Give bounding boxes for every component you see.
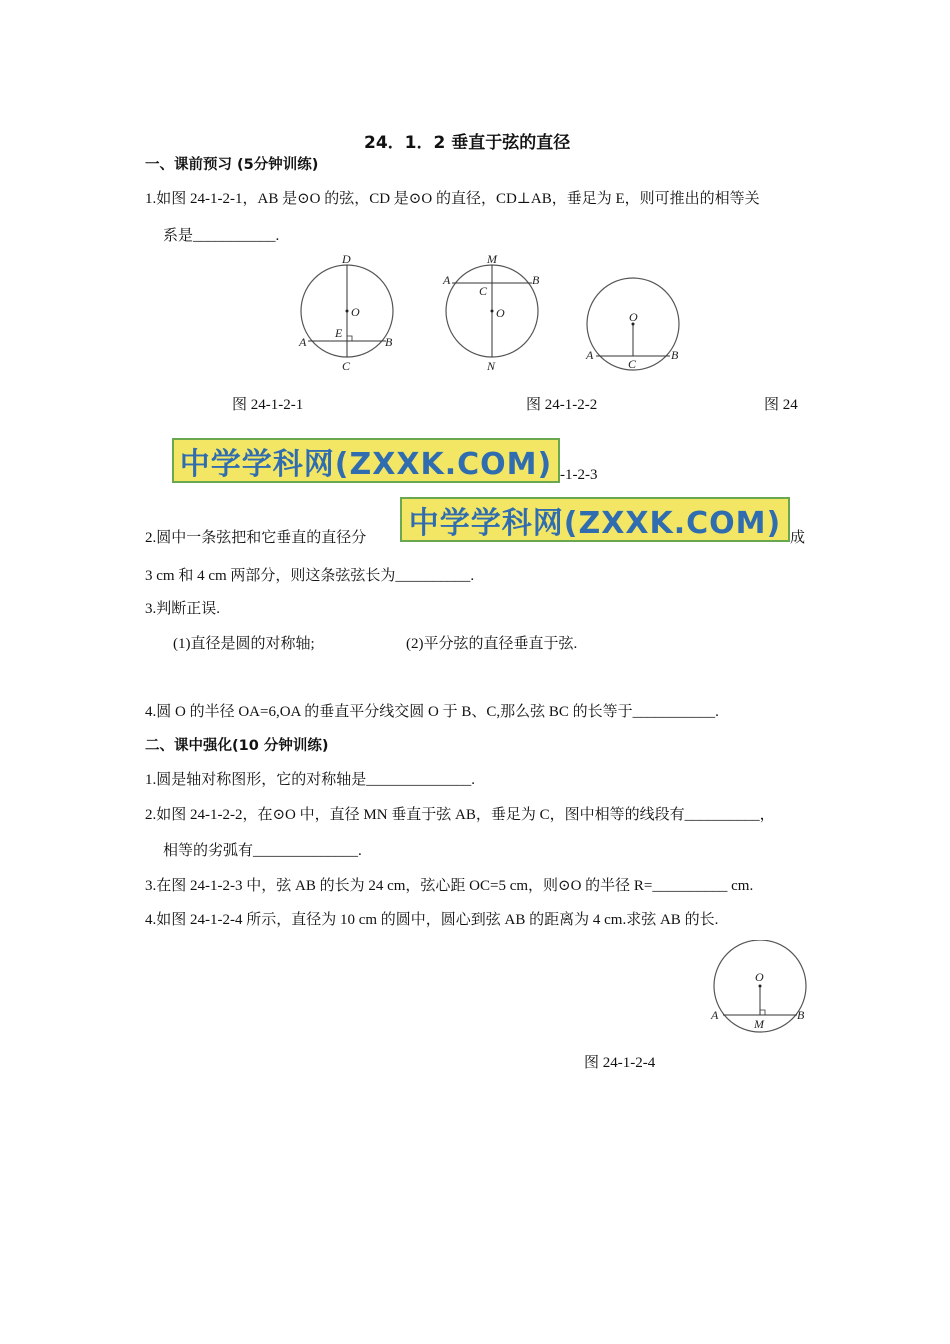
question-2-4: 4.如图 24-1-2-4 所示，直径为 10 cm 的圆中，圆心到弦 AB 的距离为 4 cm.求弦 AB 的长. <box>145 912 719 928</box>
label-O: O <box>351 305 360 319</box>
question-1-1-line1: 1.如图 24-1-2-1，AB 是⊙O 的弦，CD 是⊙O 的直径，CD⊥AB，垂足为 E，则可推出的相等关 <box>145 191 760 207</box>
figure-caption-3-part1: 图 24 <box>764 397 798 413</box>
label-C: C <box>628 357 637 371</box>
question-2-1: 1.圆是轴对称图形，它的对称轴是______________. <box>145 772 476 788</box>
label-N: N <box>487 359 496 373</box>
label-C: C <box>342 359 351 373</box>
section-heading-preview: 一、课前预习 (5分钟训练) <box>145 157 319 173</box>
question-2-2-line1: 2.如图 24-1-2-2，在⊙O 中，直径 MN 垂直于弦 AB，垂足为 C，图中相等的线段有__________， <box>145 807 775 823</box>
label-B: B <box>385 335 393 349</box>
figure-24-1-2-2 <box>437 250 552 375</box>
figure-caption-4: 图 24-1-2-4 <box>584 1055 656 1071</box>
label-O: O <box>629 310 638 324</box>
label-E: E <box>335 326 343 340</box>
question-2-2-line2: 相等的劣弧有______________. <box>163 843 362 859</box>
question-1-4: 4.圆 O 的半径 OA=6,OA 的垂直平分线交圆 O 于 B、C,那么弦 BC 的长等于___________. <box>145 704 719 720</box>
label-M: M <box>487 252 497 266</box>
label-M: M <box>754 1017 764 1031</box>
figure-caption-3-part2: -1-2-3 <box>560 467 598 483</box>
label-O: O <box>496 306 505 320</box>
label-O: O <box>755 970 764 984</box>
figure-24-1-2-4 <box>705 940 820 1035</box>
label-C: C <box>479 284 488 298</box>
question-2-3: 3.在图 24-1-2-3 中，弦 AB 的长为 24 cm，弦心距 OC=5 cm，则⊙O 的半径 R=__________ cm. <box>145 878 754 894</box>
figure-24-1-2-1 <box>292 250 402 375</box>
label-D: D <box>342 252 351 266</box>
label-A: A <box>299 335 307 349</box>
label-A: A <box>586 348 594 362</box>
label-B: B <box>671 348 679 362</box>
watermark-banner-2: 中学学科网(ZXXK.COM) <box>400 497 790 542</box>
figure-24-1-2-3 <box>580 272 690 377</box>
label-A: A <box>443 273 451 287</box>
label-B: B <box>797 1008 805 1022</box>
figure-caption-2: 图 24-1-2-2 <box>526 397 598 413</box>
question-1-3-part1: (1)直径是圆的对称轴; <box>173 636 315 652</box>
question-1-1-line2: 系是___________. <box>163 228 280 244</box>
question-1-2-line1-start: 2.圆中一条弦把和它垂直的直径分 <box>145 530 367 546</box>
question-1-2-line2: 3 cm 和 4 cm 两部分，则这条弦弦长为__________. <box>145 568 475 584</box>
page-title: 24．1．2 垂直于弦的直径 <box>364 133 571 153</box>
figure-caption-1: 图 24-1-2-1 <box>232 397 304 413</box>
question-1-3: 3.判断正误. <box>145 601 221 617</box>
question-1-3-part2: (2)平分弦的直径垂直于弦. <box>406 636 578 652</box>
label-B: B <box>532 273 540 287</box>
label-A: A <box>711 1008 719 1022</box>
question-1-2-line1-end: 成 <box>790 530 806 546</box>
section-heading-class: 二、课中强化(10 分钟训练) <box>145 738 329 754</box>
watermark-banner: 中学学科网(ZXXK.COM) <box>172 438 560 483</box>
